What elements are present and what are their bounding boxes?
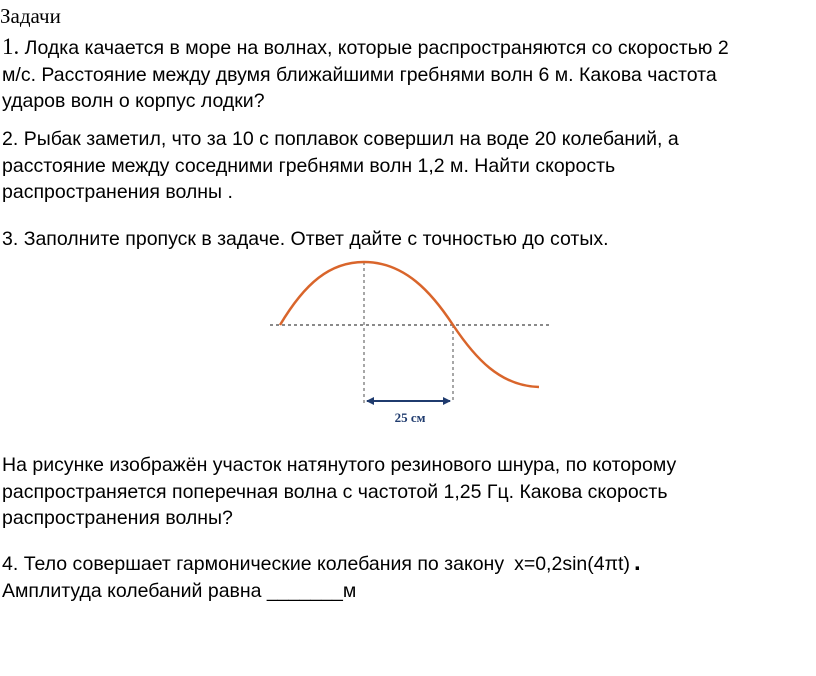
task-3-line-3: распространения волны? [2, 507, 233, 529]
task-1-line-1: 1. Лодка качается в море на волнах, которые распространяются со скоростью 2 [2, 34, 729, 59]
task-2-line-1: 2. Рыбак заметил, что за 10 с поплавок совершил на воде 20 колебаний, а [2, 128, 679, 150]
task-4-formula: x=0,2sin(4πt) [514, 553, 630, 575]
task-2 [2, 126, 814, 206]
task-4-line-2: Амплитуда колебаний равна _______м [2, 579, 357, 602]
task-3-line-1: На рисунке изображён участок натянутого резинового шнура, по которому [2, 454, 677, 476]
task-3-instruction: Заполните пропуск в задаче. Ответ дайте с точностью до сотых. [23, 228, 609, 250]
task-3-line-2: распространяется поперечная волна с частотой 1,25 Гц. Какова скорость [2, 480, 668, 503]
task-1-line-3: ударов волн о корпус лодки? [2, 90, 265, 112]
task-2-line-3: распространения волны . [2, 181, 233, 203]
task-1-number: 1. [2, 34, 20, 59]
task-3-body [2, 452, 814, 532]
task-1 [2, 34, 814, 115]
task-1-line-2: м/с. Расстояние между двумя ближайшими гребнями волн 6 м. Какова частота [2, 63, 717, 86]
page-title: Задачи [0, 4, 61, 28]
task-4-number: 4. [2, 553, 19, 575]
task-4-line-1: 4. Тело совершает гармонические колебания по закону x=0,2sin(4πt) . [2, 549, 641, 576]
task-3-number: 3. [2, 228, 19, 250]
task-2-number: 2. [2, 128, 19, 150]
distance-label: 25 см [394, 410, 426, 425]
task-2-line-2: расстояние между соседними гребнями волн 1,2 м. Найти скорость [2, 154, 616, 177]
task-4 [2, 550, 814, 604]
wave-figure [260, 248, 560, 438]
